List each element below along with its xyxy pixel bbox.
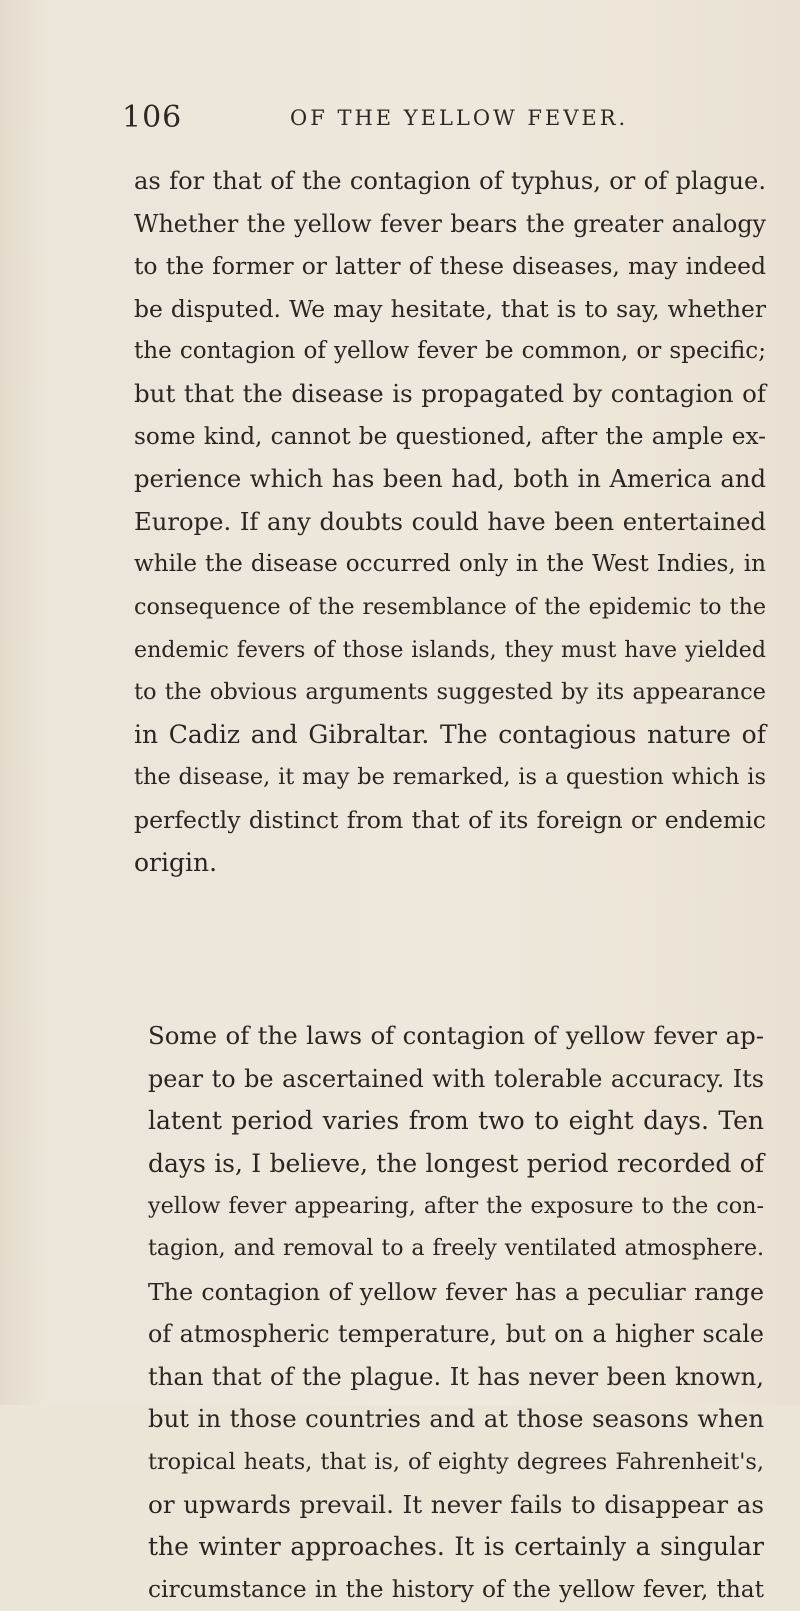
- text-line: days is, I believe, the longest period recorded of: [148, 1148, 764, 1178]
- page-number: 106: [122, 100, 183, 135]
- text-line: of atmospheric temperature, but on a higher scale: [148, 1320, 764, 1349]
- text-line: to the former or latter of these diseases, may indeed: [134, 252, 766, 281]
- text-line: The contagion of yellow fever has a peculiar range: [148, 1277, 764, 1306]
- text-line: circumstance in the history of the yellow fever, that: [148, 1575, 764, 1603]
- text-line: yellow fever appearing, after the exposure to the con-: [148, 1193, 764, 1220]
- text-line: Some of the laws of contagion of yellow fever ap-: [148, 1021, 764, 1050]
- text-line: to the obvious arguments suggested by its appearance: [134, 679, 766, 706]
- text-line: origin.: [134, 847, 218, 877]
- text-line: but that the disease is propagated by contagion of: [134, 378, 766, 408]
- text-line: be disputed. We may hesitate, that is to say, whether: [134, 294, 766, 323]
- text-line: endemic fevers of those islands, they must have yielded: [134, 636, 766, 663]
- text-line: perience which has been had, both in America and: [134, 464, 766, 494]
- paragraph-2: [148, 1015, 764, 1611]
- text-line: the winter approaches. It is certainly a singular: [148, 1532, 764, 1562]
- text-line: while the disease occurred only in the West Indies, in: [134, 551, 766, 578]
- text-line: the disease, it may be remarked, is a question which is: [134, 764, 766, 791]
- text-line: consequence of the resemblance of the epidemic to the: [134, 593, 766, 620]
- page-header: [122, 100, 762, 150]
- text-line: some kind, cannot be questioned, after the ample ex-: [134, 422, 766, 450]
- text-line: the contagion of yellow fever be common, or specific;: [134, 338, 766, 365]
- text-line: tropical heats, that is, of eighty degrees Fahrenheit's,: [148, 1448, 764, 1475]
- text-line: pear to be ascertained with tolerable accuracy. Its: [148, 1064, 764, 1093]
- text-line: perfectly distinct from that of its foreign or endemic: [134, 805, 766, 834]
- text-line: latent period varies from two to eight days. Ten: [148, 1106, 764, 1136]
- text-line: as for that of the contagion of typhus, or of plague.: [134, 167, 766, 195]
- running-head: OF THE YELLOW FEVER.: [290, 106, 629, 130]
- text-line: tagion, and removal to a freely ventilated atmosphere.: [148, 1235, 764, 1261]
- text-line: or upwards prevail. It never fails to disappear as: [148, 1489, 764, 1519]
- paragraph-1: [134, 160, 766, 884]
- text-line: than that of the plague. It has never been known,: [148, 1361, 764, 1391]
- text-line: Europe. If any doubts could have been entertained: [134, 506, 766, 536]
- text-line: in Cadiz and Gibraltar. The contagious nature of: [134, 719, 766, 749]
- text-line: Whether the yellow fever bears the greater analogy: [134, 209, 766, 238]
- text-line: but in those countries and at those seasons when: [148, 1404, 764, 1434]
